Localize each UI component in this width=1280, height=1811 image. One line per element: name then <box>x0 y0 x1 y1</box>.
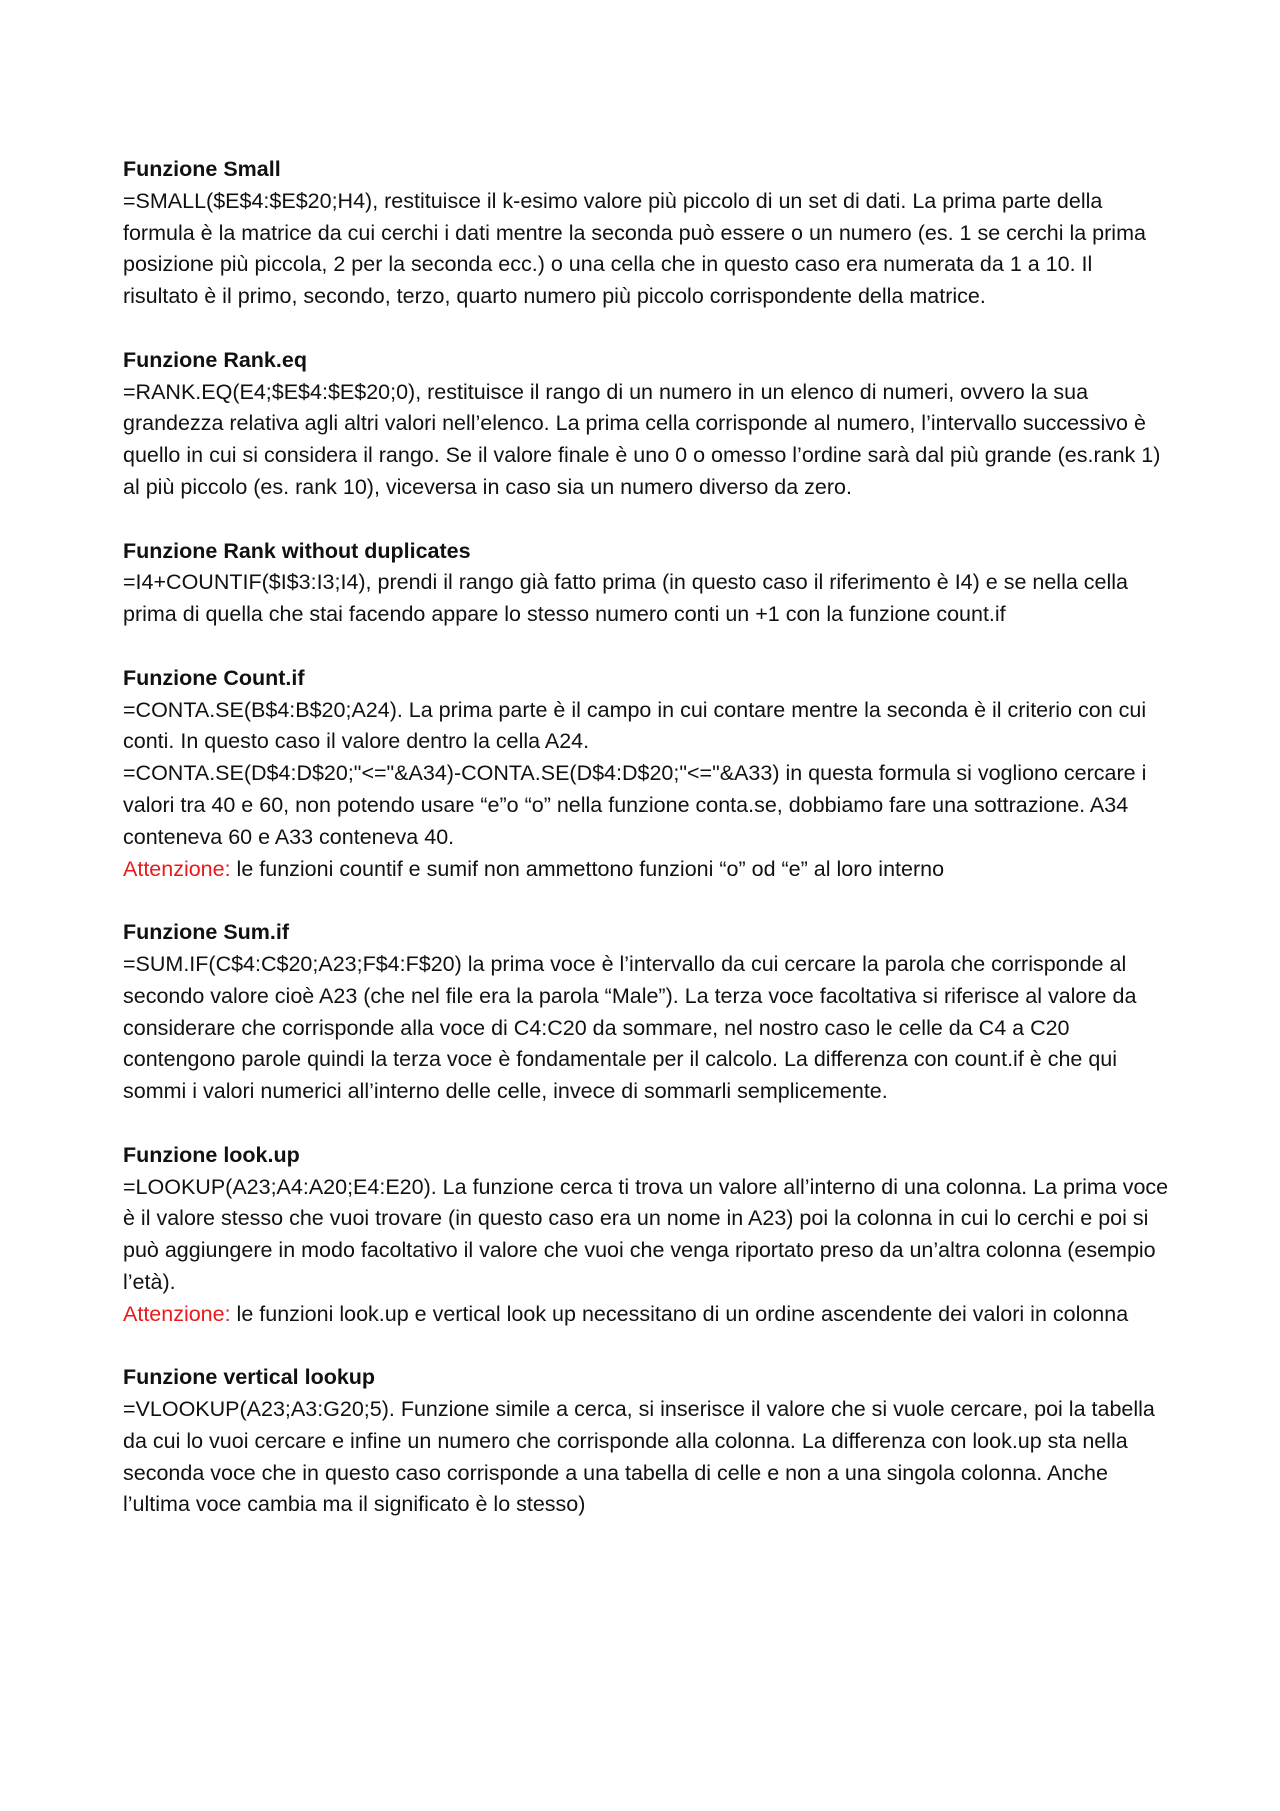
section-paragraph: =CONTA.SE(D$4:D$20;"<="&A34)-CONTA.SE(D$4:D$20;"<="&A33) in questa formula si vogliono cercare i valori tra 40 e 60, non potendo usare “e”o “o” nella funzione conta.se, dobbiamo fare una sottrazione. A34 conteneva 60 e A33 conteneva 40. <box>123 761 1147 849</box>
section-heading: Funzione Sum.if <box>123 920 290 945</box>
section-heading: Funzione vertical lookup <box>123 1365 376 1390</box>
section-paragraph: =SUM.IF(C$4:C$20;A23;F$4:F$20) la prima voce è l’intervallo da cui cercare la parola che corrisponde al secondo valore cioè A23 (che nel file era la parola “Male”). La terza voce facoltativa si riferisce al valore da considerare che corrisponde alla voce di C4:C20 da sommare, nel nostro caso le celle da C4 a C20 contengono parole quindi la terza voce è fondamentale per il calcolo. La differenza con count.if è che qui sommi i valori numerici all’interno delle celle, invece di sommarli semplicemente. <box>123 951 1137 1104</box>
section-paragraph: =RANK.EQ(E4;$E$4:$E$20;0), restituisce il rango di un numero in un elenco di numeri, ovvero la sua grandezza relativa agli altri valori nell’elenco. La prima cella corrisponde al numero, l’intervallo successivo è quello in cui si considera il rango. Se il valore finale è uno 0 o omesso l’ordine sarà dal più grande (es.rank 1) al più piccolo (es. rank 10), viceversa in caso sia un numero diverso da zero. <box>123 379 1161 499</box>
section-paragraph: =SMALL($E$4:$E$20;H4), restituisce il k-esimo valore più piccolo di un set di dati. La prima parte della formula è la matrice da cui cerchi i dati mentre la seconda può essere o un numero (es. 1 se cerchi la prima posizione più piccola, 2 per la seconda ecc.) o una cella che in questo caso era numerata da 1 a 10. Il risultato è il primo, secondo, terzo, quarto numero più piccolo corrispondente della matrice. <box>123 188 1146 309</box>
warning-label: Attenzione: <box>123 856 231 881</box>
section-vertical-lookup <box>123 1362 1173 1521</box>
document-page <box>123 154 1173 1553</box>
section-heading: Funzione Count.if <box>123 665 305 690</box>
section-heading: Funzione look.up <box>123 1142 300 1167</box>
section-paragraph: =I4+COUNTIF($I$3:I3;I4), prendi il rango già fatto prima (in questo caso il riferimento è I4) e se nella cella prima di quella che stai facendo appare lo stesso numero conti un +1 con la funzione count.if <box>123 570 1128 627</box>
section-rank-eq <box>123 345 1173 504</box>
section-paragraph: =VLOOKUP(A23;A3:G20;5). Funzione simile a cerca, si inserisce il valore che si vuole cercare, poi la tabella da cui lo vuoi cercare e infine un numero che corrisponde alla colonna. La differenza con look.up sta nella seconda voce che in questo caso corrisponde a una tabella di celle e non a una singola colonna. Anche l’ultima voce cambia ma il significato è lo stesso) <box>123 1397 1155 1517</box>
warning-label: Attenzione: <box>123 1301 231 1326</box>
section-paragraph: =LOOKUP(A23;A4:A20;E4:E20). La funzione cerca ti trova un valore all’interno di una colonna. La prima voce è il valore stesso che vuoi trovare (in questo caso era un nome in A23) poi la colonna in cui lo cerchi e poi si può aggiungere in modo facoltativo il valore che vuoi che venga riportato preso da un’altra colonna (esempio l’età). <box>123 1174 1169 1294</box>
section-heading: Funzione Rank without duplicates <box>123 538 471 563</box>
warning-note <box>123 1299 1173 1331</box>
warning-text: le funzioni look.up e vertical look up necessitano di un ordine ascendente dei valori in colonna <box>230 1301 1129 1326</box>
section-rank-without-duplicates <box>123 536 1173 631</box>
section-sum-if <box>123 917 1173 1108</box>
section-lookup <box>123 1140 1173 1331</box>
section-count-if <box>123 663 1173 886</box>
section-paragraph: =CONTA.SE(B$4:B$20;A24). La prima parte è il campo in cui contare mentre la seconda è il criterio con cui conti. In questo caso il valore dentro la cella A24. <box>123 697 1147 754</box>
warning-note <box>123 854 1173 886</box>
section-small <box>123 154 1173 313</box>
section-heading: Funzione Small <box>123 157 281 181</box>
section-heading: Funzione Rank.eq <box>123 347 307 372</box>
warning-text: le funzioni countif e sumif non ammettono funzioni “o” od “e” al loro interno <box>230 856 945 881</box>
